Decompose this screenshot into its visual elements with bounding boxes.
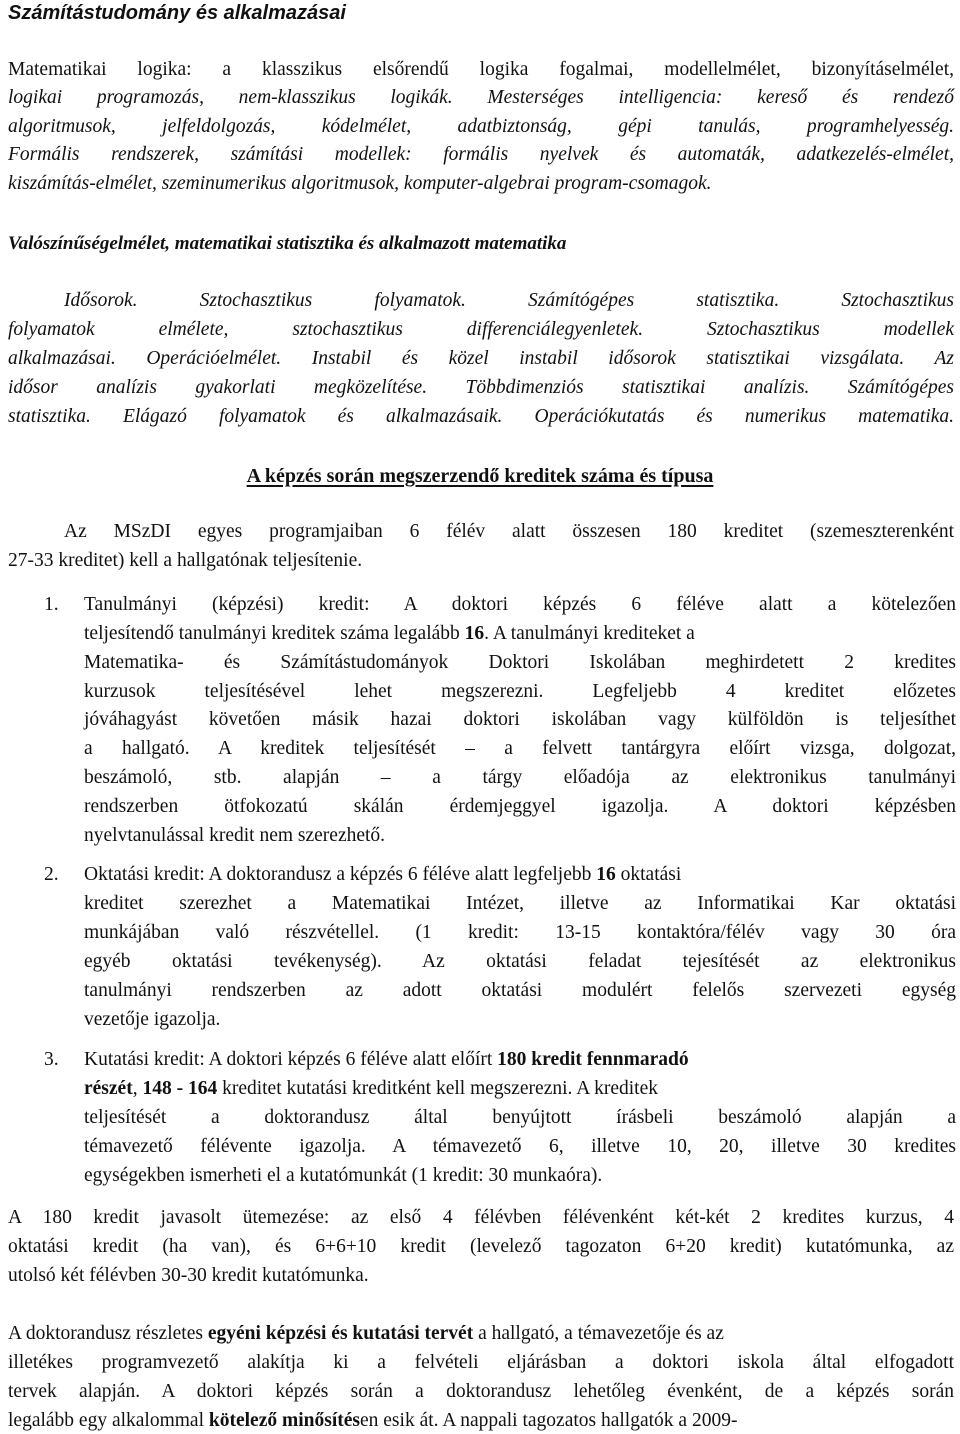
item-1-number: 1.: [44, 594, 59, 615]
intro-line-2: logikai programozás, nem-klasszikus logikák. Mesterséges intelligencia: kereső és rendező: [8, 87, 954, 108]
item-1-line-1: Tanulmányi (képzési) kredit: A doktori képzés 6 féléve alatt a kötelezően: [84, 594, 956, 615]
item-3-line-2-sep: ,: [132, 1078, 143, 1099]
final-line-4-b: en esik át. A nappali tagozatos hallgatók a 2009-: [360, 1410, 738, 1431]
item-1-line-3: Matematika- és Számítástudományok Doktori Iskolában meghirdetett 2 kredites: [84, 652, 956, 673]
item-1-line-2-a: teljesítendő tanulmányi kreditek száma legalább: [84, 623, 465, 644]
item-3-line-2: [84, 1077, 954, 1101]
final-line-4: [8, 1409, 954, 1433]
item-2-line-1-b: oktatási: [615, 864, 682, 885]
schedule-line-1: A 180 kredit javasolt ütemezése: az első 4 félévben félévenként két-két 2 kredites kurzus, 4: [8, 1207, 954, 1228]
final-line-3: tervek alapján. A doktori képzés során a doktorandusz lehetőleg évenként, de a képzés során: [8, 1381, 954, 1402]
item-3-line-4: témavezető félévente igazolja. A témavezető 6, illetve 10, 20, illetve 30 kredites: [84, 1136, 956, 1157]
item-1-line-2-bold: 16: [464, 623, 485, 644]
item-3-line-1-bold: 180 kredit fennmaradó: [497, 1049, 689, 1070]
item-2-line-5: tanulmányi rendszerben az adott oktatási modulért felelős szervezeti egység: [84, 980, 956, 1001]
intro-line-1: Matematikai logika: a klasszikus elsőrendű logika fogalmai, modellelmélet, bizonyításelmélet,: [8, 59, 954, 80]
item-2-line-1-bold: 16: [596, 864, 616, 885]
schedule-line-2: oktatási kredit (ha van), és 6+6+10 kredit (levelező tagozaton 6+20 kredit) kutatómunka, az: [8, 1236, 954, 1257]
final-line-1-bold: egyéni képzési és kutatási tervét: [207, 1323, 474, 1344]
item-2-line-3: munkájában való részvétellel. (1 kredit: 13-15 kontaktóra/félév vagy 30 óra: [84, 922, 956, 943]
item-2-line-6: vezetője igazolja.: [84, 1009, 221, 1030]
item-2-line-4: egyéb oktatási tevékenység). Az oktatási feladat tejesítését az elektronikus: [84, 951, 956, 972]
item-1-line-2-b: . A tanulmányi krediteket a: [484, 623, 695, 644]
item-2-number: 2.: [44, 864, 59, 885]
credits-heading-text: A képzés során megszerzendő kreditek száma és típusa: [246, 465, 714, 487]
intro-line-4: Formális rendszerek, számítási modellek: formális nyelvek és automaták, adatkezelés-elmélet,: [8, 144, 954, 165]
item-1-line-9: nyelvtanulással kredit nem szerezhető.: [84, 825, 386, 846]
item-3-number: 3.: [44, 1049, 59, 1070]
section-line-4: idősor analízis gyakorlati megközelítése. Többdimenziós statisztikai analízis. Számítógépes: [8, 377, 954, 398]
item-1-line-2: [84, 622, 954, 646]
item-1-line-8: rendszerben ötfokozatú skálán érdemjeggyel igazolja. A doktori képzésben: [84, 796, 956, 817]
final-line-4-a: legalább egy alkalommal: [8, 1410, 209, 1431]
item-1-line-5: jóváhagyást követően másik hazai doktori iskolában vagy külföldön is teljesíthet: [84, 709, 956, 730]
item-3-line-2-bold-a: részét: [84, 1078, 133, 1099]
item-3-line-5: egységekben ismerheti el a kutatómunkát (1 kredit: 30 munkaóra).: [84, 1165, 603, 1186]
section-heading: Valószínűségelmélet, matematikai statisztika és alkalmazott matematika: [8, 233, 567, 254]
item-1-line-7: beszámoló, stb. alapján – a tárgy előadója az elektronikus tanulmányi: [84, 767, 956, 788]
section-line-2: folyamatok elmélete, sztochasztikus differenciálegyenletek. Sztochasztikus modellek: [8, 319, 954, 340]
item-2-line-1-a: Oktatási kredit: A doktorandusz a képzés 6 féléve alatt legfeljebb: [84, 864, 597, 885]
item-3-line-2-rest: kreditet kutatási kreditként kell megszerezni. A kreditek: [217, 1078, 658, 1099]
item-3-line-3: teljesítését a doktorandusz által benyújtott írásbeli beszámoló alapján a: [84, 1107, 956, 1128]
item-3-line-1: [84, 1048, 954, 1072]
intro-line-3: algoritmusok, jelfeldolgozás, kódelmélet, adatbiztonság, gépi tanulás, programhelyesség.: [8, 116, 954, 137]
item-1-line-6: a hallgató. A kreditek teljesítését – a felvett tantárgyra előírt vizsga, dolgozat,: [84, 738, 956, 759]
item-3-line-1-a: Kutatási kredit: A doktori képzés 6 féléve alatt előírt: [84, 1049, 498, 1070]
item-2-line-1: [84, 863, 954, 887]
final-line-4-bold: kötelező minősítés: [208, 1410, 360, 1431]
section-line-5: statisztika. Elágazó folyamatok és alkalmazásaik. Operációkutatás és numerikus matematika.: [8, 406, 954, 427]
item-2-line-2: kreditet szerezhet a Matematikai Intézet, illetve az Informatikai Kar oktatási: [84, 893, 956, 914]
credits-intro-line-2: 27-33 kreditet) kell a hallgatónak teljesítenie.: [8, 550, 363, 571]
document-title: Számítástudomány és alkalmazásai: [8, 2, 346, 24]
final-line-2: illetékes programvezető alakítja ki a felvételi eljárásban a doktori iskola által elfogadott: [8, 1352, 954, 1373]
final-line-1-a: A doktorandusz részletes: [8, 1323, 208, 1344]
section-line-1: Idősorok. Sztochasztikus folyamatok. Számítógépes statisztika. Sztochasztikus: [64, 290, 954, 311]
item-3-line-2-bold-b: 148 - 164: [142, 1078, 218, 1099]
credits-heading: [0, 463, 960, 489]
final-line-1: [8, 1322, 954, 1346]
credits-intro-line-1: Az MSzDI egyes programjaiban 6 félév alatt összesen 180 kreditet (szemeszterenként: [64, 521, 954, 542]
schedule-line-3: utolsó két félévben 30-30 kredit kutatómunka.: [8, 1265, 369, 1286]
section-line-3: alkalmazásai. Operációelmélet. Instabil és közel instabil idősorok statisztikai vizsgálata. Az: [8, 348, 954, 369]
intro-line-5: kiszámítás-elmélet, szeminumerikus algoritmusok, komputer-algebrai program-csomagok.: [8, 173, 712, 194]
item-1-line-4: kurzusok teljesítésével lehet megszerezni. Legfeljebb 4 kreditet előzetes: [84, 681, 956, 702]
final-line-1-b: a hallgató, a témavezetője és az: [473, 1323, 724, 1344]
